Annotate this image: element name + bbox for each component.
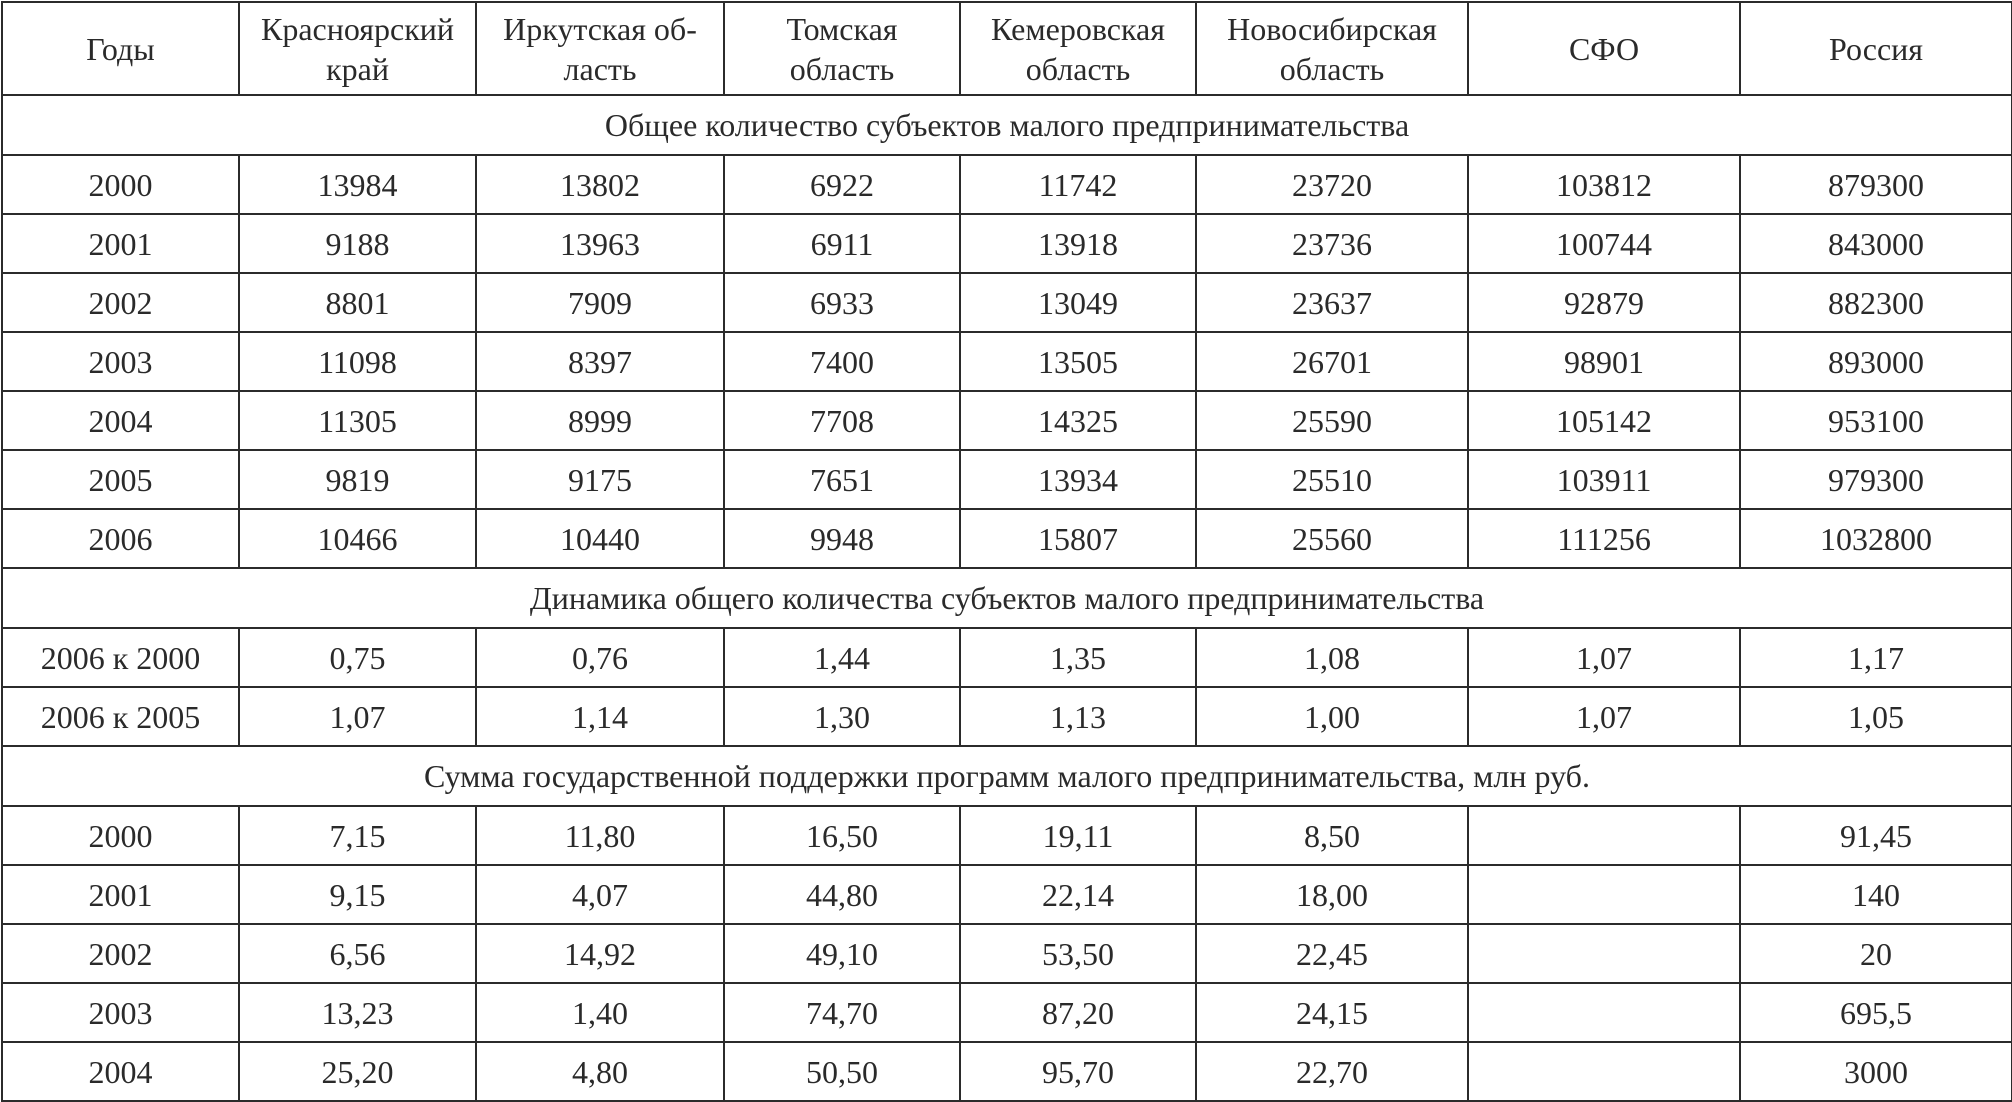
table-cell: 879300 (1740, 155, 2012, 214)
table-row (2, 391, 2012, 450)
table-cell (1468, 806, 1740, 865)
table-cell: 14,92 (476, 924, 724, 983)
table-cell: 91,45 (1740, 806, 2012, 865)
table-cell: 13802 (476, 155, 724, 214)
table-cell: 7400 (724, 332, 960, 391)
table-cell: 8397 (476, 332, 724, 391)
table-row (2, 806, 2012, 865)
table-row (2, 450, 2012, 509)
table-cell (1468, 983, 1740, 1042)
table-cell: 7909 (476, 273, 724, 332)
table-cell: 8801 (239, 273, 476, 332)
table-cell: 100744 (1468, 214, 1740, 273)
table-cell: 26701 (1196, 332, 1468, 391)
table-cell: 22,70 (1196, 1042, 1468, 1101)
table-cell: 13,23 (239, 983, 476, 1042)
table-cell: 6911 (724, 214, 960, 273)
table-body (2, 2, 2012, 1101)
column-header: Кемеровская область (960, 2, 1196, 95)
table-cell: 882300 (1740, 273, 2012, 332)
table-cell: 843000 (1740, 214, 2012, 273)
table-cell: 7,15 (239, 806, 476, 865)
table-cell: 1,07 (1468, 628, 1740, 687)
table-cell: 13934 (960, 450, 1196, 509)
table-cell: 24,15 (1196, 983, 1468, 1042)
table-cell: 49,10 (724, 924, 960, 983)
table-cell: 0,75 (239, 628, 476, 687)
table-cell: 22,14 (960, 865, 1196, 924)
table-cell: 105142 (1468, 391, 1740, 450)
table-cell: 53,50 (960, 924, 1196, 983)
table-cell: 4,07 (476, 865, 724, 924)
table-cell: 1,14 (476, 687, 724, 746)
table-cell: 6933 (724, 273, 960, 332)
table-cell: 25,20 (239, 1042, 476, 1101)
section-title: Динамика общего количества субъектов малого предпринимательства (2, 568, 2012, 628)
table-row (2, 687, 2012, 746)
table-row (2, 865, 2012, 924)
table-cell: 44,80 (724, 865, 960, 924)
table-cell: 9948 (724, 509, 960, 568)
table-cell: 19,11 (960, 806, 1196, 865)
column-header: Томская область (724, 2, 960, 95)
section-title: Сумма государственной поддержки программ малого предпринимательства, млн руб. (2, 746, 2012, 806)
table-cell: 11,80 (476, 806, 724, 865)
table-cell: 11305 (239, 391, 476, 450)
row-label-cell: 2000 (2, 155, 239, 214)
table-cell: 7708 (724, 391, 960, 450)
row-label-cell: 2001 (2, 865, 239, 924)
table-cell: 1,08 (1196, 628, 1468, 687)
table-row (2, 628, 2012, 687)
table-cell: 1,44 (724, 628, 960, 687)
table-cell: 6922 (724, 155, 960, 214)
row-label-cell: 2006 к 2000 (2, 628, 239, 687)
table-cell: 1,30 (724, 687, 960, 746)
table-cell: 11098 (239, 332, 476, 391)
table-cell: 25510 (1196, 450, 1468, 509)
table-cell: 23736 (1196, 214, 1468, 273)
table-cell: 8,50 (1196, 806, 1468, 865)
table-cell: 140 (1740, 865, 2012, 924)
row-label-cell: 2006 к 2005 (2, 687, 239, 746)
table-cell: 74,70 (724, 983, 960, 1042)
table-row (2, 214, 2012, 273)
table-cell: 98901 (1468, 332, 1740, 391)
table-cell: 9,15 (239, 865, 476, 924)
table-header-row (2, 2, 2012, 95)
row-label-cell: 2002 (2, 924, 239, 983)
table-cell: 695,5 (1740, 983, 2012, 1042)
section-title: Общее количество субъектов малого предпринимательства (2, 95, 2012, 155)
table-cell: 25560 (1196, 509, 1468, 568)
table-cell: 1,07 (239, 687, 476, 746)
table-row (2, 1042, 2012, 1101)
row-label-cell: 2000 (2, 806, 239, 865)
table-row (2, 924, 2012, 983)
table-cell: 1,05 (1740, 687, 2012, 746)
table-cell: 13049 (960, 273, 1196, 332)
column-header: СФО (1468, 2, 1740, 95)
section-title-row (2, 568, 2012, 628)
table-cell: 20 (1740, 924, 2012, 983)
table-row (2, 509, 2012, 568)
table-cell: 10440 (476, 509, 724, 568)
table-cell: 87,20 (960, 983, 1196, 1042)
table-row (2, 983, 2012, 1042)
table-cell: 13505 (960, 332, 1196, 391)
table-cell: 23637 (1196, 273, 1468, 332)
table-cell: 13963 (476, 214, 724, 273)
column-header: Красноярский край (239, 2, 476, 95)
table-cell: 8999 (476, 391, 724, 450)
table-cell: 1,00 (1196, 687, 1468, 746)
row-label-cell: 2004 (2, 391, 239, 450)
row-label-cell: 2004 (2, 1042, 239, 1101)
row-label-cell: 2002 (2, 273, 239, 332)
table-cell: 4,80 (476, 1042, 724, 1101)
table-cell: 9819 (239, 450, 476, 509)
table-cell: 979300 (1740, 450, 2012, 509)
table-row (2, 155, 2012, 214)
row-label-cell: 2005 (2, 450, 239, 509)
table-cell: 1032800 (1740, 509, 2012, 568)
table-cell: 3000 (1740, 1042, 2012, 1101)
table-cell: 15807 (960, 509, 1196, 568)
table-cell: 22,45 (1196, 924, 1468, 983)
table-cell: 16,50 (724, 806, 960, 865)
table-row (2, 273, 2012, 332)
table-cell: 1,13 (960, 687, 1196, 746)
column-header: Новосибирская область (1196, 2, 1468, 95)
table-cell (1468, 924, 1740, 983)
table-cell: 10466 (239, 509, 476, 568)
table-cell: 6,56 (239, 924, 476, 983)
table-cell: 0,76 (476, 628, 724, 687)
table-cell: 103812 (1468, 155, 1740, 214)
row-label-cell: 2006 (2, 509, 239, 568)
table-cell (1468, 865, 1740, 924)
table-cell: 111256 (1468, 509, 1740, 568)
row-label-cell: 2003 (2, 983, 239, 1042)
table-cell: 893000 (1740, 332, 2012, 391)
table-row (2, 332, 2012, 391)
row-label-cell: 2003 (2, 332, 239, 391)
row-label-cell: 2001 (2, 214, 239, 273)
table-cell (1468, 1042, 1740, 1101)
section-title-row (2, 746, 2012, 806)
table-cell: 953100 (1740, 391, 2012, 450)
table-cell: 18,00 (1196, 865, 1468, 924)
table-cell: 13984 (239, 155, 476, 214)
statistics-table (1, 1, 2012, 1102)
table-cell: 1,40 (476, 983, 724, 1042)
column-header: Россия (1740, 2, 2012, 95)
table-cell: 23720 (1196, 155, 1468, 214)
table-cell: 9188 (239, 214, 476, 273)
table-cell: 50,50 (724, 1042, 960, 1101)
table-cell: 25590 (1196, 391, 1468, 450)
table-cell: 9175 (476, 450, 724, 509)
table-cell: 11742 (960, 155, 1196, 214)
table-cell: 1,07 (1468, 687, 1740, 746)
table-cell: 7651 (724, 450, 960, 509)
table-cell: 92879 (1468, 273, 1740, 332)
column-header-years: Годы (2, 2, 239, 95)
table-cell: 13918 (960, 214, 1196, 273)
table-cell: 1,35 (960, 628, 1196, 687)
column-header: Иркутская об- ласть (476, 2, 724, 95)
table-cell: 103911 (1468, 450, 1740, 509)
table-cell: 95,70 (960, 1042, 1196, 1101)
table-cell: 14325 (960, 391, 1196, 450)
table-cell: 1,17 (1740, 628, 2012, 687)
section-title-row (2, 95, 2012, 155)
